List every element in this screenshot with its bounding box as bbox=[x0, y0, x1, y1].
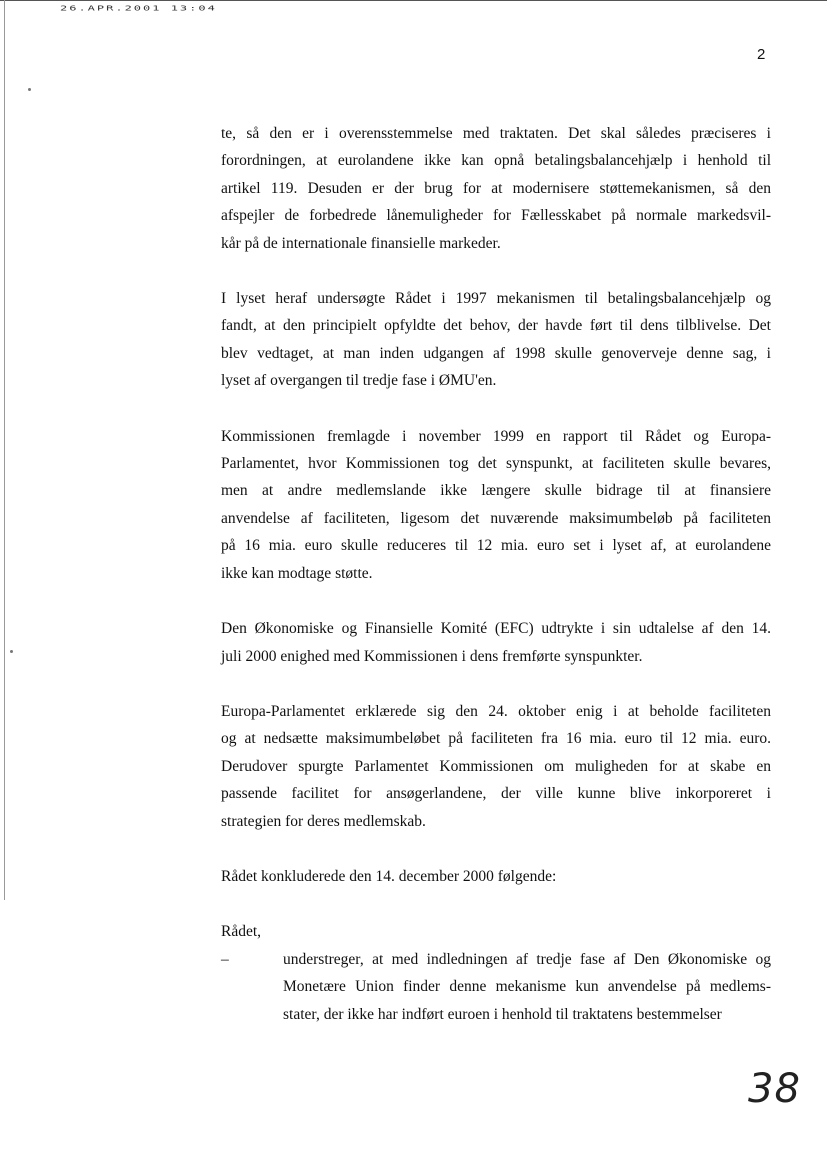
paragraph-line: strategien for deres medlemskab. bbox=[221, 812, 426, 830]
scan-speck bbox=[28, 88, 31, 91]
paragraph-line: men at andre medlemslande ikke længere skulle bidrage til at finansiere bbox=[221, 482, 771, 500]
fax-header-line: 26.APR.2001 13:04 bbox=[60, 4, 217, 13]
paragraph-line: passende facilitet for ansøgerlandene, der ville kunne blive inkorporeret i bbox=[221, 785, 771, 803]
dash-item-text bbox=[283, 946, 771, 1028]
paragraph-line: afspejler de forbedrede lånemuligheder for Fællesskabet på normale markedsvil- bbox=[221, 207, 771, 225]
paragraph-line: og at nedsætte maksimumbeløbet på faciliteten fra 16 mia. euro til 12 mia. euro. bbox=[221, 730, 771, 748]
paragraph-line: anvendelse af faciliteten, ligesom det nuværende maksimumbeløb på faciliteten bbox=[221, 509, 771, 527]
body-paragraph bbox=[221, 423, 771, 587]
paragraph-line: artikel 119. Desuden er der brug for at modernisere støttemekanismen, så den bbox=[221, 179, 771, 197]
paragraph-line: forordningen, at eurolandene ikke kan opnå betalingsbalancehjælp i henhold til bbox=[221, 152, 771, 170]
paragraph-line: på 16 mia. euro skulle reduceres til 12 mia. euro set i lyset af, at eurolandene bbox=[221, 537, 771, 555]
scan-left-edge bbox=[4, 0, 5, 900]
handwritten-page-number: 38 bbox=[748, 1066, 801, 1112]
dash-item-line: stater, der ikke har indført euroen i henhold til traktatens bestemmelser bbox=[283, 1005, 722, 1023]
body-paragraph bbox=[221, 120, 771, 257]
dash-item-line: understreger, at med indledningen af tredje fase af Den Økonomiske og bbox=[283, 950, 771, 968]
fax-top-rule bbox=[0, 0, 827, 1]
paragraph-line: lyset af overgangen til tredje fase i ØMU'en. bbox=[221, 372, 497, 390]
paragraph-line: Den Økonomiske og Finansielle Komité (EFC) udtrykte i sin udtalelse af den 14. bbox=[221, 620, 771, 638]
body-paragraph bbox=[221, 863, 771, 890]
paragraph-gap bbox=[221, 587, 771, 615]
paragraph-line: blev vedtaget, at man inden udgangen af 1998 skulle genoverveje denne sag, i bbox=[221, 344, 771, 362]
paragraph-line: ikke kan modtage støtte. bbox=[221, 564, 373, 582]
paragraph-line: Rådet konkluderede den 14. december 2000 følgende: bbox=[221, 867, 557, 885]
paragraph-line: Europa-Parlamentet erklærede sig den 24. oktober enig i at beholde faciliteten bbox=[221, 702, 771, 720]
scan-speck bbox=[10, 650, 13, 653]
dash-bullet: – bbox=[221, 950, 229, 968]
paragraph-gap bbox=[221, 257, 771, 285]
page-number: 2 bbox=[757, 46, 766, 63]
paragraph-line: te, så den er i overensstemmelse med traktaten. Det skal således præciseres i bbox=[221, 125, 771, 142]
paragraph-line: juli 2000 enighed med Kommissionen i dens fremførte synspunkter. bbox=[221, 647, 643, 665]
paragraph-gap bbox=[221, 670, 771, 698]
paragraph-line: fandt, at den principielt opfyldte det behov, der havde ført til dens tilblivelse. Det bbox=[221, 317, 771, 335]
paragraph-gap bbox=[221, 395, 771, 423]
paragraph-line: kår på de internationale finansielle markeder. bbox=[221, 234, 501, 252]
body-paragraph bbox=[221, 615, 771, 670]
council-label: Rådet, bbox=[221, 923, 262, 941]
body-paragraph bbox=[221, 698, 771, 835]
body-paragraph bbox=[221, 285, 771, 395]
spacer bbox=[221, 890, 771, 918]
paragraph-gap bbox=[221, 835, 771, 863]
paragraph-line: I lyset heraf undersøgte Rådet i 1997 mekanismen til betalingsbalancehjælp og bbox=[221, 290, 771, 308]
dash-list-item bbox=[221, 946, 771, 1028]
document-body bbox=[221, 120, 771, 1028]
paragraph-line: Derudover spurgte Parlamentet Kommissionen om muligheden for at skabe en bbox=[221, 757, 771, 775]
paragraph-line: Parlamentet, hvor Kommissionen tog det synspunkt, at faciliteten skulle bevares, bbox=[221, 455, 771, 473]
paragraph-line: Kommissionen fremlagde i november 1999 en rapport til Rådet og Europa- bbox=[221, 427, 771, 445]
paragraph-list bbox=[221, 120, 771, 890]
dash-item-line: Monetære Union finder denne mekanisme kun anvendelse på medlems- bbox=[283, 978, 771, 996]
